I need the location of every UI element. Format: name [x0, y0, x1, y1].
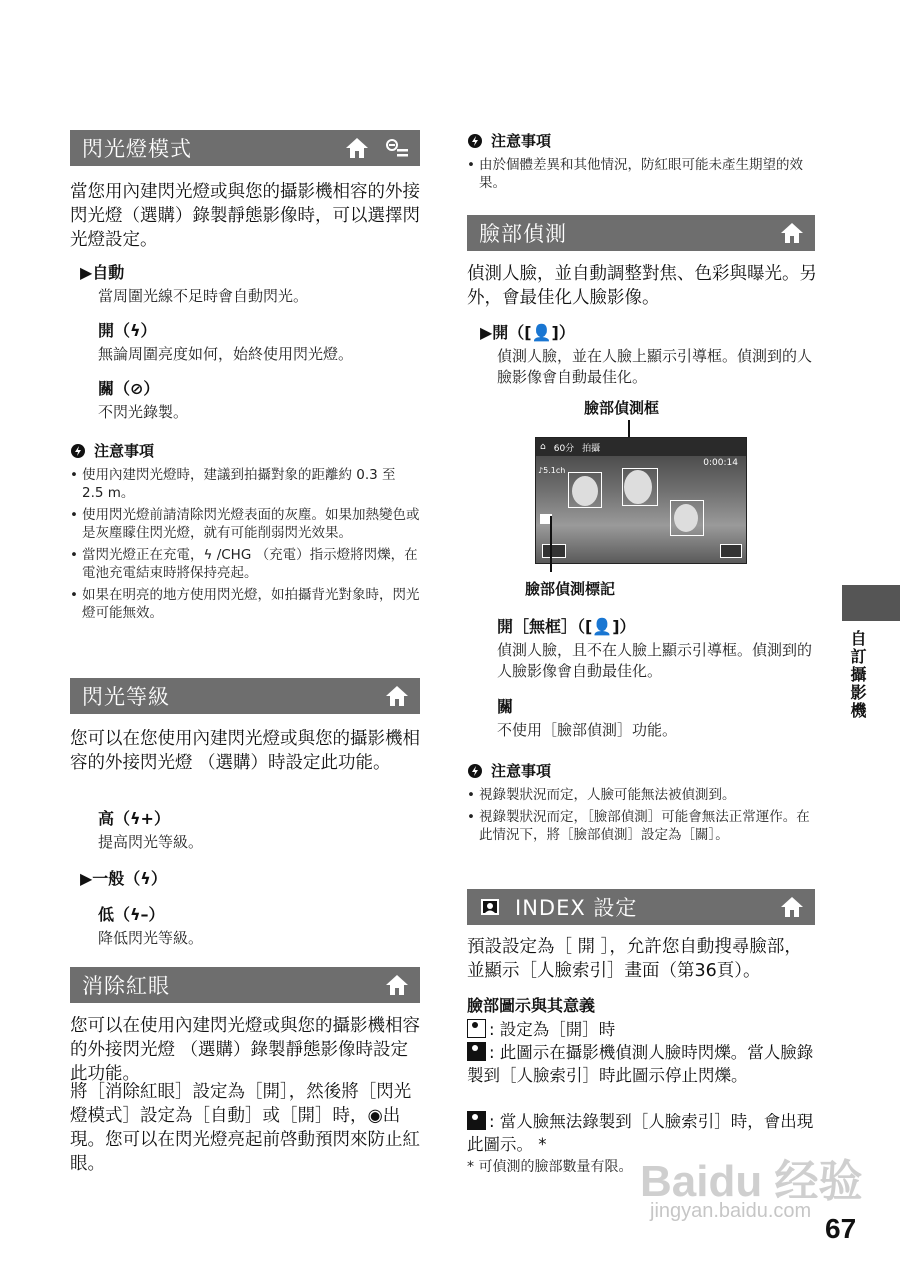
screen-status-bar [536, 438, 746, 456]
flash-note-title: 注意事項 [94, 442, 155, 460]
red-eye-header [70, 967, 420, 1003]
list-item: • 視錄製狀況而定，人臉可能無法被偵測到。 [467, 786, 817, 804]
menu-icon [384, 136, 410, 160]
flash-mode-header [70, 130, 420, 166]
face-icon-filled [467, 1042, 486, 1061]
face-detect-off-desc: 不使用［臉部偵測］功能。 [497, 721, 678, 739]
callout-face-frame-label: 臉部偵測框 [584, 399, 660, 417]
flash-mode-title: 閃光燈模式 [82, 137, 192, 161]
face-note-head [467, 760, 551, 781]
list-item: • 如果在明亮的地方使用閃光燈，如拍攝背光對象時，閃光燈可能無效。 [70, 586, 420, 622]
flash-level-header [70, 678, 420, 714]
flash-normal-title: ▶一般（ϟ） [80, 869, 167, 888]
right-note-list [467, 156, 817, 196]
flash-low-desc: 降低閃光等級。 [98, 929, 204, 947]
index-row-1 [467, 1018, 817, 1041]
face-detect-header [467, 215, 815, 251]
list-item: • 使用內建閃光燈時，建議到拍攝對象的距離約 0.3 至 2.5 m。 [70, 466, 420, 502]
flash-note-list [70, 466, 420, 626]
caution-icon [70, 443, 86, 459]
red-eye-title: 消除紅眼 [82, 974, 170, 998]
face-detect-title: 臉部偵測 [479, 222, 567, 246]
home-icon: ⌂ [540, 442, 546, 452]
flash-auto-desc: 當周圍光線不足時會自動閃光。 [98, 287, 309, 305]
caution-icon [467, 763, 483, 779]
side-label: 自訂攝影機 [848, 630, 867, 720]
home-icon [779, 895, 805, 919]
flash-off-desc: 不閃光錄製。 [98, 403, 189, 421]
caution-icon [467, 133, 483, 149]
index-header [467, 889, 815, 925]
face-index-icon [479, 897, 501, 917]
flash-high-title: 高（ϟ+） [98, 809, 170, 828]
screen-time: 0:00:14 [703, 458, 738, 468]
red-eye-note-head [467, 130, 551, 151]
face-frame [670, 500, 704, 536]
side-tab [842, 585, 900, 621]
screen-mode: 拍攝 [582, 443, 601, 454]
index-intro: 預設設定為［ 開 ］，允許您自動搜尋臉部，並顯示［人臉索引］畫面（第36頁）。 [467, 937, 802, 981]
home-icon [384, 684, 410, 708]
face-icon-disabled [467, 1111, 486, 1130]
flash-on-desc: 無論周圍亮度如何，始終使用閃光燈。 [98, 345, 354, 363]
screen-audio: ♪5.1ch [538, 466, 566, 475]
callout-face-mark-label: 臉部偵測標記 [525, 580, 616, 598]
face-detect-off-title: 關 [497, 697, 514, 716]
flash-level-title: 閃光等級 [82, 685, 170, 709]
face-note-title: 注意事項 [491, 762, 552, 780]
face-detect-intro: 偵測人臉，並自動調整對焦、色彩與曝光。另外，會最佳化人臉影像。 [467, 264, 817, 308]
watermark-url: jingyan.baidu.com [650, 1200, 812, 1222]
right-note-title: 注意事項 [491, 132, 552, 150]
index-footnote: * 可偵測的臉部數量有限。 [467, 1159, 633, 1175]
page-number: 67 [825, 1213, 857, 1244]
index-subhead: 臉部圖示與其意義 [467, 996, 596, 1015]
face-detect-on-title: ▶開（[👤]） [480, 323, 575, 342]
flash-auto-title: ▶自動 [80, 263, 125, 282]
list-item: • 視錄製狀況而定，［臉部偵測］可能會無法正常運作。在此情況下，將［臉部偵測］設定為［關］。 [467, 808, 817, 844]
screen-battery: 60分 [553, 443, 575, 454]
face-note-list [467, 786, 817, 848]
home-icon [779, 221, 805, 245]
flash-note-head [70, 440, 154, 461]
flash-level-intro: 您可以在您使用內建閃光燈或與您的攝影機相容的外接閃光燈 （選購）時設定此功能。 [70, 729, 420, 773]
red-eye-intro2: 將［消除紅眼］設定為［開］，然後將［閃光燈模式］設定為［自動］或［開］時，◉出現。您可以在閃光燈亮起前啓動預閃來防止紅眼。 [70, 1082, 420, 1174]
face-frame [622, 468, 658, 506]
home-icon [344, 136, 370, 160]
flash-off-title: 關（⊘） [98, 379, 160, 398]
index-title: INDEX 設定 [515, 896, 638, 920]
watermark-logo: Baidu 经验 [640, 1157, 863, 1206]
camera-screen [535, 437, 747, 564]
flash-on-title: 開（ϟ） [98, 321, 157, 340]
face-frame [568, 472, 602, 508]
menu-button [720, 544, 742, 558]
flash-low-title: 低（ϟ–） [98, 905, 165, 924]
face-detect-noframe-title: 開［無框］（[👤]） [497, 617, 636, 636]
playback-button [542, 544, 566, 558]
list-item: • 當閃光燈正在充電，ϟ /CHG （充電）指示燈將閃爍，在電池充電結束時將保持亮起。 [70, 546, 420, 582]
index-row-2-text: : 此圖示在攝影機偵測人臉時閃爍。當人臉錄製到［人臉索引］時此圖示停止閃爍。 [467, 1043, 814, 1085]
index-row-3-text: : 當人臉無法錄製到［人臉索引］時，會出現此圖示。 * [467, 1112, 814, 1154]
callout-line-bottom [550, 516, 552, 572]
list-item: • 由於個體差異和其他情況，防紅眼可能未產生期望的效果。 [467, 156, 817, 192]
red-eye-intro: 您可以在使用內建閃光燈或與您的攝影機相容的外接閃光燈 （選購）錄製靜態影像時設定此功能。 [70, 1016, 420, 1084]
flash-mode-intro: 當您用內建閃光燈或與您的攝影機相容的外接閃光燈（選購）錄製靜態影像時，可以選擇閃光燈設定。 [70, 182, 420, 250]
face-detect-on-desc: 偵測人臉，並在人臉上顯示引導框。偵測到的人臉影像會自動最佳化。 [497, 347, 813, 386]
face-detect-noframe-desc: 偵測人臉，且不在人臉上顯示引導框。偵測到的人臉影像會自動最佳化。 [497, 641, 813, 680]
list-item: • 使用閃光燈前請清除閃光燈表面的灰塵。如果加熱變色或是灰塵矇住閃光燈，就有可能削弱閃光效果。 [70, 506, 420, 542]
face-icon-outline [467, 1019, 486, 1038]
flash-high-desc: 提高閃光等級。 [98, 833, 204, 851]
index-row-2 [467, 1041, 817, 1087]
index-row-1-text: : 設定為［開］時 [489, 1020, 616, 1039]
home-icon [384, 973, 410, 997]
